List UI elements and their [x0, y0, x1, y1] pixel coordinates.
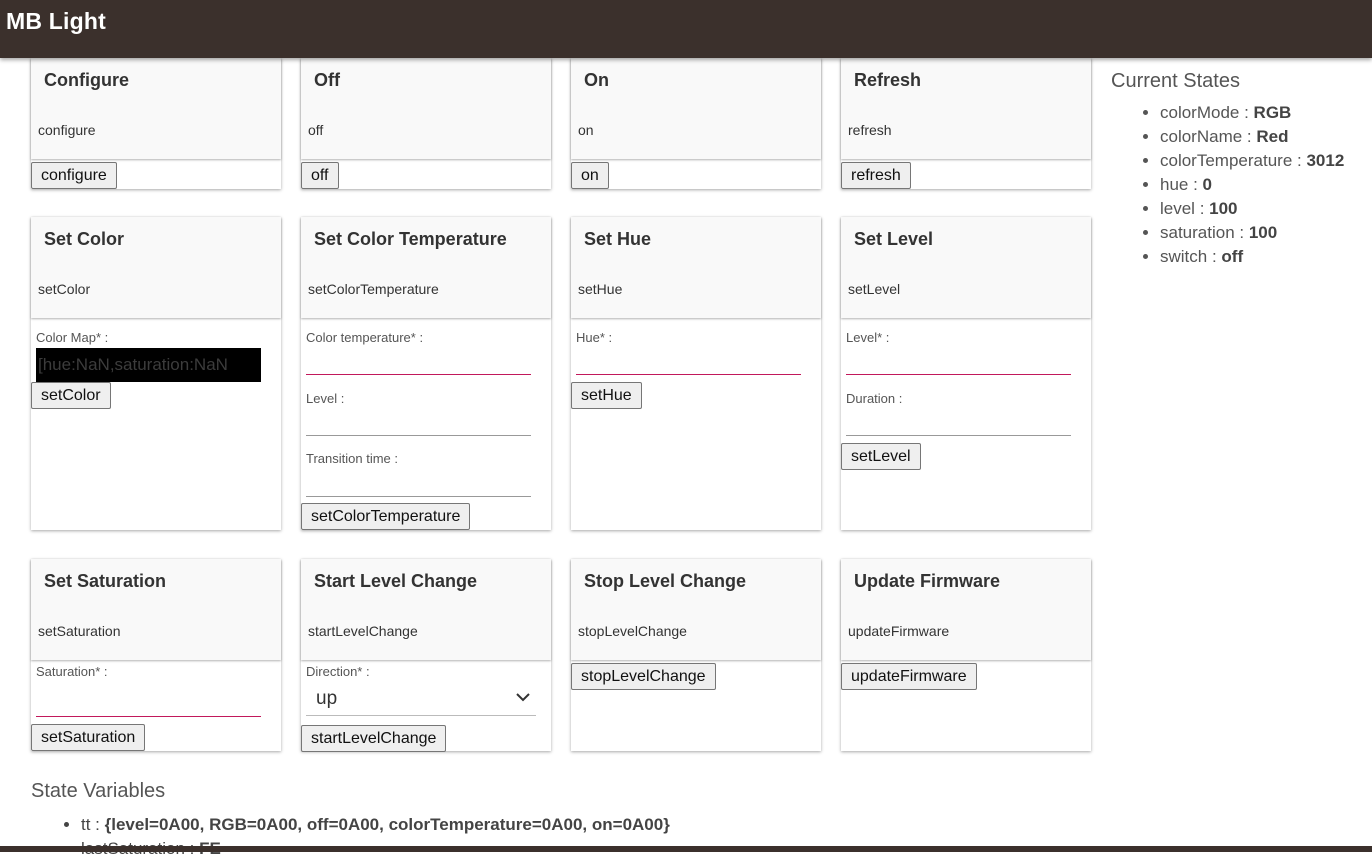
bottom-bar	[0, 846, 1372, 852]
state-item	[1160, 126, 1344, 150]
direction-label: Direction* :	[306, 664, 370, 679]
state-key: colorTemperature	[1160, 151, 1293, 170]
state-value: RGB	[1253, 103, 1292, 122]
card-header	[571, 217, 821, 318]
command-card-on	[571, 58, 821, 189]
command-card-refresh	[841, 58, 1091, 189]
saturation-input[interactable]	[36, 716, 261, 717]
command-card-stop-level-change	[571, 559, 821, 751]
app-header	[0, 0, 1372, 58]
card-command-name: refresh	[848, 122, 892, 138]
card-command-name: configure	[38, 122, 96, 138]
state-variables-list	[31, 814, 670, 862]
state-separator: :	[1292, 151, 1307, 170]
card-header	[841, 217, 1091, 318]
state-variables-heading: State Variables	[31, 780, 166, 802]
level-label: Level :	[306, 391, 345, 406]
chevron-down-icon	[516, 693, 530, 702]
card-command-name: off	[308, 122, 324, 138]
saturation-label: Saturation* :	[36, 664, 108, 679]
command-card-set-hue	[571, 217, 821, 530]
card-command-name: setLevel	[848, 281, 901, 297]
state-separator: :	[1207, 247, 1222, 266]
state-variable-item	[81, 814, 670, 838]
configure-button[interactable]: configure	[31, 162, 117, 189]
duration-input[interactable]	[846, 435, 1071, 436]
state-value: 100	[1248, 223, 1278, 242]
state-key: level	[1160, 199, 1195, 218]
card-header	[31, 559, 281, 660]
level-required-input[interactable]	[846, 374, 1071, 375]
state-key: hue	[1160, 175, 1189, 194]
command-card-start-level-change	[301, 559, 551, 751]
variable-separator: :	[90, 815, 105, 834]
state-key: colorMode	[1160, 103, 1240, 122]
state-item	[1160, 174, 1344, 198]
card-header	[841, 58, 1091, 159]
transition-time-input[interactable]	[306, 496, 531, 497]
state-separator: :	[1194, 199, 1210, 218]
card-header	[571, 58, 821, 159]
command-card-off	[301, 58, 551, 189]
current-states-list	[1111, 102, 1344, 270]
card-header	[571, 559, 821, 660]
card-command-name: updateFirmware	[848, 623, 950, 639]
off-button[interactable]: off	[301, 162, 339, 189]
variable-key: tt	[81, 815, 91, 834]
set-color-button[interactable]: setColor	[31, 382, 111, 409]
card-command-name: setColor	[38, 281, 91, 297]
card-header	[301, 58, 551, 159]
state-item	[1160, 198, 1344, 222]
card-command-name: setColorTemperature	[308, 281, 439, 297]
card-command-name: startLevelChange	[308, 623, 418, 639]
state-item	[1160, 102, 1344, 126]
card-header	[301, 217, 551, 318]
card-title: Configure	[44, 70, 129, 90]
color-map-label: Color Map* :	[36, 330, 109, 345]
state-value: off	[1221, 247, 1244, 266]
color-map-input[interactable]: [hue:NaN,saturation:NaN	[36, 348, 261, 382]
card-header	[31, 217, 281, 318]
command-card-set-saturation	[31, 559, 281, 751]
card-command-name: setSaturation	[38, 623, 121, 639]
command-card-set-color-temperature	[301, 217, 551, 530]
on-button[interactable]: on	[571, 162, 609, 189]
hue-input[interactable]	[576, 374, 801, 375]
state-item	[1160, 246, 1344, 270]
state-key: colorName	[1160, 127, 1243, 146]
start-level-change-button[interactable]: startLevelChange	[301, 725, 446, 752]
command-card-configure	[31, 58, 281, 189]
refresh-button[interactable]: refresh	[841, 162, 911, 189]
card-title: Update Firmware	[854, 571, 1001, 591]
card-title: Set Saturation	[44, 571, 167, 591]
command-card-set-level	[841, 217, 1091, 530]
card-title: Off	[314, 70, 340, 90]
state-key: switch	[1160, 247, 1208, 266]
state-separator: :	[1234, 223, 1249, 242]
direction-selected-value: up	[316, 688, 338, 709]
stop-level-change-button[interactable]: stopLevelChange	[571, 663, 716, 690]
set-level-button[interactable]: setLevel	[841, 443, 921, 470]
page-title: MB Light	[6, 8, 106, 34]
update-firmware-button[interactable]: updateFirmware	[841, 663, 977, 690]
direction-select[interactable]	[306, 683, 536, 716]
state-key: saturation	[1160, 223, 1235, 242]
set-color-temperature-button[interactable]: setColorTemperature	[301, 503, 470, 530]
level-input[interactable]	[306, 435, 531, 436]
card-command-name: on	[578, 122, 594, 138]
state-item	[1160, 222, 1344, 246]
state-value: 3012	[1306, 151, 1345, 170]
state-separator: :	[1242, 127, 1257, 146]
card-title: Set Hue	[584, 229, 652, 249]
state-value: 0	[1202, 175, 1213, 194]
card-title: Set Color Temperature	[314, 229, 507, 249]
state-separator: :	[1239, 103, 1254, 122]
set-saturation-button[interactable]: setSaturation	[31, 724, 145, 751]
transition-time-label: Transition time :	[306, 451, 398, 466]
card-title: On	[584, 70, 609, 90]
level-required-label: Level* :	[846, 330, 890, 345]
variable-value: {level=0A00, RGB=0A00, off=0A00, colorTemperature=0A00, on=0A00}	[104, 815, 670, 834]
card-title: Start Level Change	[314, 571, 478, 591]
state-value: 100	[1209, 199, 1238, 218]
card-command-name: stopLevelChange	[578, 623, 687, 639]
color-temperature-input[interactable]	[306, 374, 531, 375]
card-title: Set Level	[854, 229, 934, 249]
card-title: Refresh	[854, 70, 922, 90]
state-separator: :	[1188, 175, 1203, 194]
state-item	[1160, 150, 1344, 174]
current-states-heading: Current States	[1111, 70, 1240, 92]
command-card-update-firmware	[841, 559, 1091, 751]
duration-label: Duration :	[846, 391, 903, 406]
state-value: Red	[1256, 127, 1289, 146]
card-title: Set Color	[44, 229, 125, 249]
color-temperature-label: Color temperature* :	[306, 330, 424, 345]
hue-label: Hue* :	[576, 330, 613, 345]
card-header	[31, 58, 281, 159]
set-hue-button[interactable]: setHue	[571, 382, 642, 409]
card-title: Stop Level Change	[584, 571, 747, 591]
card-header	[301, 559, 551, 660]
command-card-set-color	[31, 217, 281, 530]
card-header	[841, 559, 1091, 660]
card-command-name: setHue	[578, 281, 623, 297]
